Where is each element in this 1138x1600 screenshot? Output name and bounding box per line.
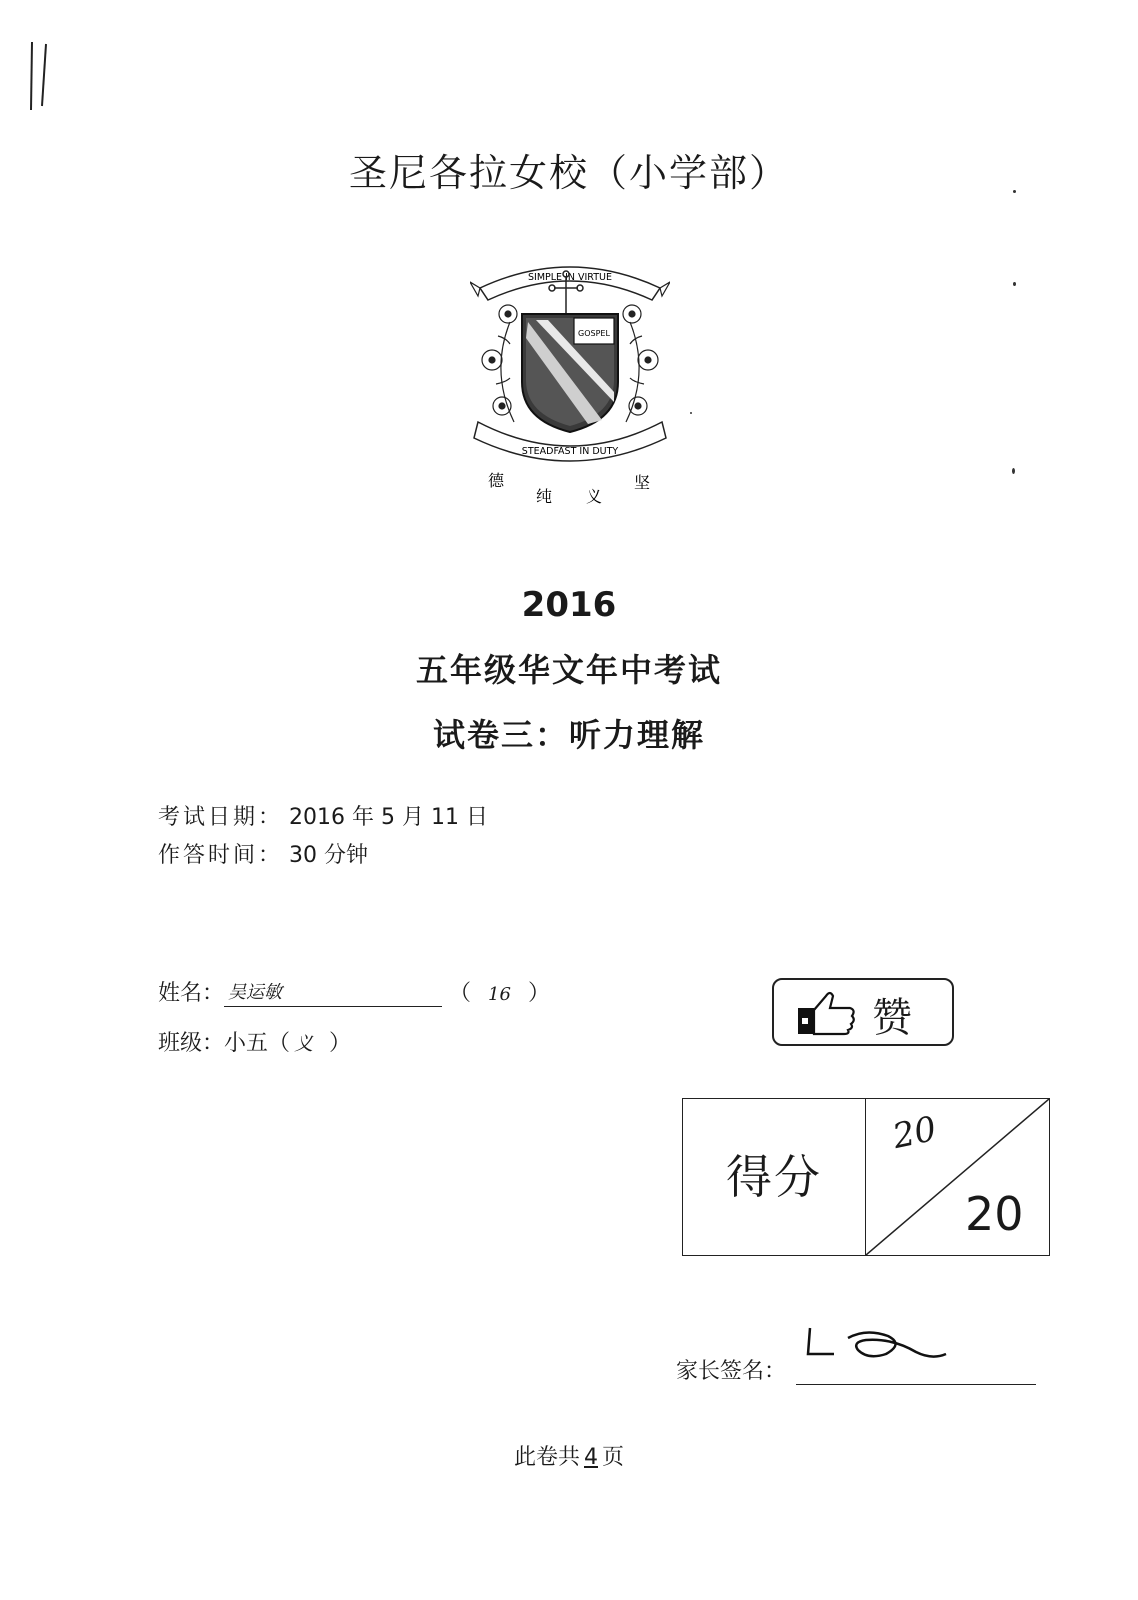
class-label: 班级： [158, 1031, 225, 1056]
crest-motto-char-1: 德 [488, 471, 505, 490]
page-count-prefix: 此卷共 [513, 1445, 580, 1470]
crest-motto-char-4: 坚 [634, 473, 651, 492]
scan-speck [1013, 282, 1016, 286]
page-count [0, 1440, 1138, 1471]
scan-speck [690, 412, 692, 414]
scan-speck [1012, 468, 1015, 474]
parent-signature-field[interactable] [796, 1354, 1036, 1385]
name-field[interactable] [224, 980, 442, 1007]
praise-stamp-text: 赞 [872, 995, 912, 1041]
class-line [158, 1026, 351, 1057]
praise-stamp [772, 978, 954, 1046]
margin-stroke-mark [28, 40, 68, 120]
name-value: 吴运敏 [228, 982, 283, 1003]
index-close: ） [527, 981, 550, 1006]
crest-motto-top: SIMPLE IN VIRTUE [528, 272, 612, 283]
crest-motto-char-2: 纯 [536, 487, 553, 506]
exam-date-value: 2016 年 5 月 11 日 [289, 805, 488, 830]
class-value: 义 [294, 1033, 314, 1055]
score-obtained: 20 [889, 1108, 940, 1158]
name-label: 姓名： [158, 981, 225, 1006]
exam-title: 五年级华文年中考试 [415, 651, 722, 689]
parent-signature-line [676, 1354, 1036, 1385]
exam-year: 2016 [521, 585, 617, 625]
parent-signature-label: 家长签名： [676, 1359, 787, 1384]
scan-speck [1013, 190, 1016, 193]
score-box [682, 1098, 1050, 1256]
paper-title: 试卷三：听力理解 [432, 716, 705, 754]
school-title: 圣尼各拉女校（小学部） [348, 151, 789, 195]
thumbs-up-icon [796, 988, 858, 1036]
school-crest-logo [470, 252, 670, 512]
crest-motto-char-3: 义 [586, 487, 603, 506]
student-name-line [158, 976, 550, 1007]
page-count-number: 4 [584, 1445, 598, 1470]
duration-label: 作答时间： [158, 843, 284, 868]
duration-value: 30 分钟 [289, 843, 369, 868]
page-count-suffix: 页 [602, 1445, 625, 1470]
exam-date-label: 考试日期： [158, 805, 284, 830]
score-label: 得分 [683, 1099, 866, 1255]
class-prefix: 小五（ [224, 1031, 291, 1056]
crest-motto-bottom: STEADFAST IN DUTY [521, 446, 619, 457]
index-open: （ [449, 981, 472, 1006]
crest-book-label: GOSPEL [578, 329, 610, 338]
score-total: 20 [965, 1187, 1024, 1241]
duration-line [158, 838, 368, 869]
index-number: 16 [488, 984, 511, 1005]
exam-date-line [158, 800, 488, 831]
handwritten-signature [796, 1324, 956, 1376]
class-close: ） [329, 1031, 352, 1056]
